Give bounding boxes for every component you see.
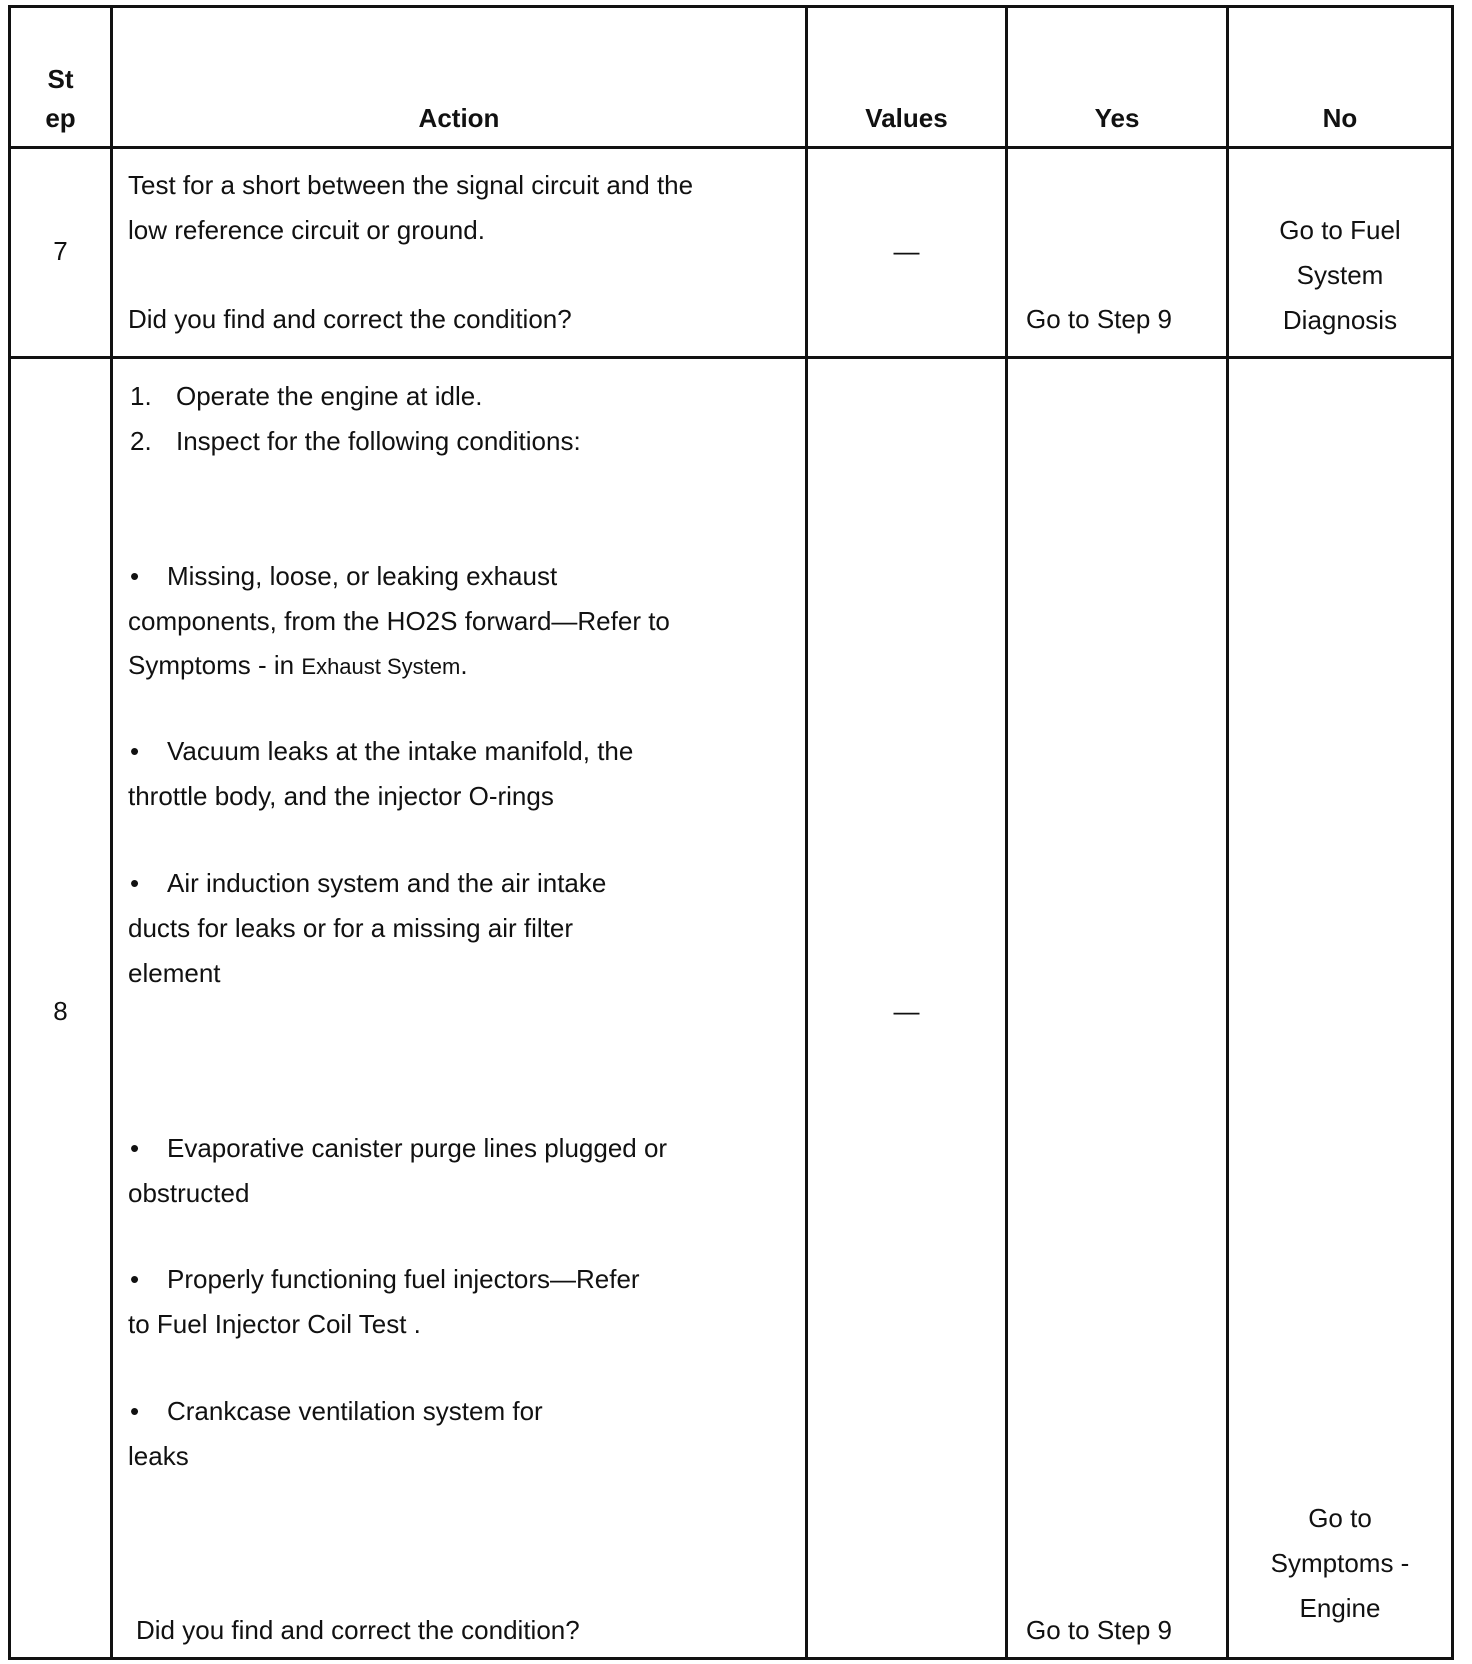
no-action-line: Diagnosis <box>1282 305 1398 335</box>
action-line: low reference circuit or ground. <box>128 215 485 245</box>
bullet-icon: • <box>130 1396 140 1426</box>
header-values: Values <box>865 103 948 133</box>
table-border-bottom <box>8 1657 1454 1660</box>
bullet-icon: • <box>130 1264 140 1294</box>
action-line: Test for a short between the signal circuit and the <box>128 170 694 200</box>
bullet-text: components, from the HO2S forward—Refer to <box>128 606 670 636</box>
list-item-text: Operate the engine at idle. <box>176 381 483 411</box>
header-step <box>11 57 110 141</box>
step-number: 8 <box>53 996 68 1026</box>
table-border-top <box>8 5 1454 8</box>
step-number: 7 <box>53 236 68 266</box>
no-action-line: Engine <box>1299 1593 1381 1623</box>
list-number: 1. <box>130 381 152 411</box>
bullet-text-line <box>128 643 468 689</box>
bullet-icon: • <box>130 868 140 898</box>
header-step-line2: ep <box>45 103 76 133</box>
yes-action: Go to Step 9 <box>1026 304 1172 334</box>
values-dash: — <box>893 236 920 266</box>
action-text <box>128 163 798 253</box>
bullet-text: leaks <box>128 1441 189 1471</box>
row-divider <box>8 356 1454 359</box>
no-action <box>1229 1496 1451 1631</box>
header-step-line1: St <box>47 64 74 94</box>
header-divider <box>8 146 1454 149</box>
no-action-line: System <box>1296 260 1384 290</box>
bullet-text: Missing, loose, or leaking exhaust <box>167 561 558 591</box>
bullet-text: Properly functioning fuel injectors—Refer <box>167 1264 640 1294</box>
no-action-line: Symptoms - <box>1270 1548 1410 1578</box>
bullet-icon: • <box>130 561 140 591</box>
bullet-text: Crankcase ventilation system for <box>167 1396 543 1426</box>
bullet-text: to Fuel Injector Coil Test . <box>128 1309 421 1339</box>
bullet-text: element <box>128 958 221 988</box>
header-yes: Yes <box>1094 103 1140 133</box>
bullet-text: Vacuum leaks at the intake manifold, the <box>167 736 634 766</box>
bullet-text: Evaporative canister purge lines plugged or <box>167 1133 668 1163</box>
bullet-text: throttle body, and the injector O-rings <box>128 781 554 811</box>
header-action: Action <box>418 103 500 133</box>
no-action <box>1229 208 1451 343</box>
table-border-right <box>1451 5 1454 1660</box>
exhaust-system-link[interactable]: Exhaust System <box>301 654 461 679</box>
bullet-icon: • <box>130 1133 140 1163</box>
list-number: 2. <box>130 426 152 456</box>
column-divider-values <box>1005 5 1008 1660</box>
bullet-text: obstructed <box>128 1178 250 1208</box>
bullet-text: ducts for leaks or for a missing air filter <box>128 913 574 943</box>
no-action-line: Go to <box>1308 1503 1372 1533</box>
list-item-text: Inspect for the following conditions: <box>176 426 581 456</box>
header-no: No <box>1322 103 1358 133</box>
bullet-icon: • <box>130 736 140 766</box>
bullet-text: Symptoms - in <box>128 650 295 680</box>
action-question: Did you find and correct the condition? <box>136 1615 580 1645</box>
bullet-text: . <box>460 650 468 680</box>
values-dash: — <box>893 996 920 1026</box>
column-divider-step <box>110 5 113 1660</box>
no-action-line: Go to Fuel <box>1279 215 1401 245</box>
bullet-text: Air induction system and the air intake <box>167 868 607 898</box>
action-question: Did you find and correct the condition? <box>128 304 572 334</box>
yes-action: Go to Step 9 <box>1026 1615 1172 1645</box>
